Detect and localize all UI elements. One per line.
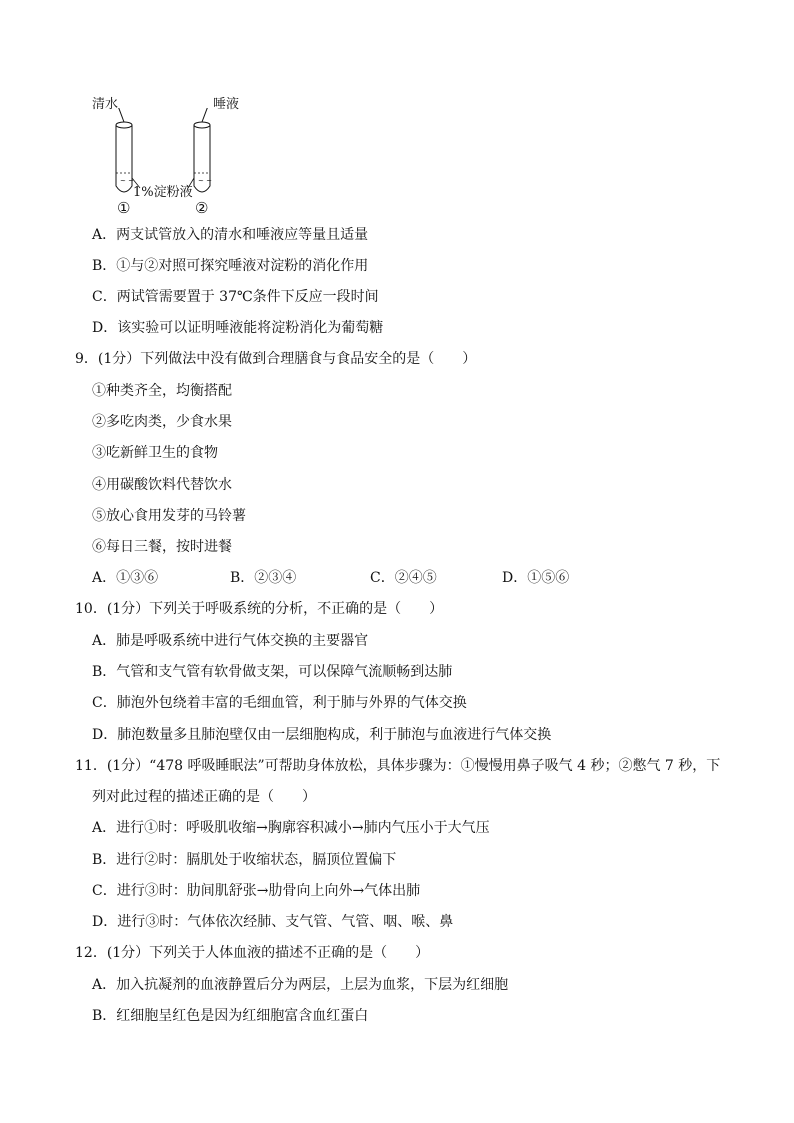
- q9-option-d: D．①⑤⑥: [502, 570, 570, 586]
- q8-option-b: B．①与②对照可探究唾液对淀粉的消化作用: [92, 258, 369, 274]
- tube-2-shape: [194, 122, 212, 192]
- q11-stem-line1: 11．(1分）“478 呼吸睡眠法”可帮助身体放松，具体步骤为：①慢慢用鼻子吸气 4 秒；②憋气 7 秒，下: [75, 758, 721, 774]
- q10-stem: 10．(1分）下列关于呼吸系统的分析，不正确的是（ ）: [75, 601, 444, 617]
- q10-option-c: C．肺泡外包绕着丰富的毛细血管，利于肺与外界的气体交换: [92, 695, 467, 711]
- q9-option-c: C．②④⑤: [370, 570, 437, 586]
- svg-text:~ ~: ~ ~: [198, 177, 212, 185]
- q9-item-3: ③吃新鲜卫生的食物: [92, 445, 218, 461]
- tube-1-number: ①: [117, 199, 131, 217]
- q8-option-d: D．该实验可以证明唾液能将淀粉消化为葡萄糖: [92, 320, 384, 336]
- q11-option-c: C．进行③时：肋间肌舒张→肋骨向上向外→气体出肺: [92, 883, 421, 899]
- saliva-label: 唾液: [213, 97, 240, 112]
- q11-stem-line2: 列对此过程的描述正确的是（ ）: [92, 789, 316, 805]
- q11-option-a: A．进行①时：呼吸肌收缩→胸廓容积减小→肺内气压小于大气压: [92, 820, 490, 836]
- q9-item-2: ②多吃肉类，少食水果: [92, 414, 232, 430]
- q8-option-c: C．两试管需要置于 37℃条件下反应一段时间: [92, 289, 379, 305]
- q11-option-d: D．进行③时：气体依次经肺、支气管、气管、咽、喉、鼻: [92, 914, 454, 930]
- q12-option-a: A．加入抗凝剂的血液静置后分为两层，上层为血浆，下层为红细胞: [92, 977, 509, 993]
- starch-label: 1%淀粉液: [133, 185, 193, 200]
- water-label: 清水: [92, 97, 119, 112]
- q9-stem: 9．(1分）下列做法中没有做到合理膳食与食品安全的是（ ）: [75, 351, 477, 367]
- q10-option-d: D．肺泡数量多且肺泡壁仅由一层细胞构成，利于肺泡与血液进行气体交换: [92, 727, 552, 743]
- q9-item-5: ⑤放心食用发芽的马铃薯: [92, 508, 246, 524]
- tube-2-number: ②: [195, 199, 209, 217]
- q8-option-a: A．两支试管放入的清水和唾液应等量且适量: [92, 227, 369, 243]
- tube-1-shape: [116, 122, 134, 192]
- q12-stem: 12．(1分）下列关于人体血液的描述不正确的是（ ）: [75, 945, 430, 961]
- q9-option-a: A．①③⑥: [92, 570, 159, 586]
- q11-option-b: B．进行②时：膈肌处于收缩状态，膈顶位置偏下: [92, 852, 397, 868]
- q9-item-4: ④用碳酸饮料代替饮水: [92, 477, 232, 493]
- svg-text:~ ~: ~ ~: [120, 177, 134, 185]
- q9-item-1: ①种类齐全，均衡搭配: [92, 383, 232, 399]
- q10-option-a: A．肺是呼吸系统中进行气体交换的主要器官: [92, 633, 369, 649]
- q10-option-b: B．气管和支气管有软骨做支架，可以保障气流顺畅到达肺: [92, 664, 453, 680]
- q9-item-6: ⑥每日三餐，按时进餐: [92, 539, 232, 555]
- q9-option-b: B．②③④: [230, 570, 297, 586]
- q12-option-b: B．红细胞呈红色是因为红细胞富含血红蛋白: [92, 1008, 369, 1024]
